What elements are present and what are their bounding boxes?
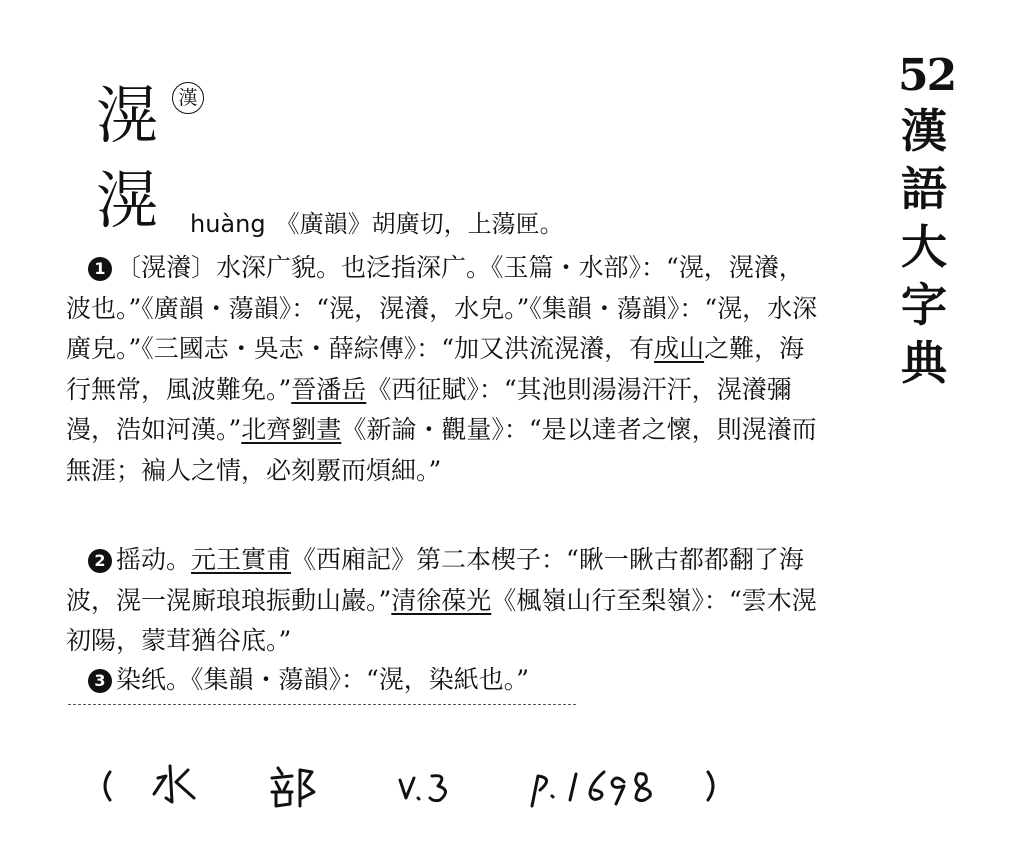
char-v-stroke [400, 778, 414, 798]
char-3-stroke [430, 776, 446, 801]
sense-text: 《楓嶺山行至梨嶺》：“雲木滉初陽，蒙茸猶谷底。” [66, 585, 817, 655]
book-title-char: 漢 [901, 104, 947, 158]
circled-han-mark: 漢 [172, 82, 204, 114]
book-title-char: 大 [901, 220, 947, 274]
page-number: 52 [898, 50, 956, 101]
book-title-char: 字 [901, 278, 947, 332]
author-name: 北齊劉晝 [241, 415, 342, 444]
author-name: 晉潘岳 [291, 374, 367, 404]
char-8-stroke [636, 774, 651, 801]
handwritten-annotation [96, 762, 736, 812]
author-name: 元王實甫 [191, 545, 292, 574]
sense-text: 之難，海行無常，風波難免。” [66, 334, 805, 404]
char-1-stroke [570, 774, 576, 800]
sense-text: 染纸。《集韻・蕩韻》：“滉，染紙也。” [116, 665, 530, 694]
char-shui-stroke [166, 766, 172, 802]
handwritten-annotation-drawing [96, 762, 736, 812]
book-title-char: 語 [901, 162, 947, 216]
sense-text: 《西征賦》：“其池則湯湯汗汗，滉瀁彌漫，浩如河漢。” [66, 374, 792, 444]
book-title-char: 典 [901, 336, 947, 390]
sense-3 [66, 660, 818, 704]
headword-simplified: 滉 [96, 79, 159, 152]
char-9-stroke [612, 778, 624, 804]
pronunciation-line [190, 204, 564, 239]
sense-number-2: 2 [88, 549, 112, 573]
paren-right-stroke [708, 772, 713, 800]
char-dot-stroke [418, 798, 419, 799]
headword-traditional: 滉 [96, 164, 159, 237]
sense-text: 《西廂記》第二本楔子：“瞅一瞅古都都翻了海波，滉一滉廝琅琅振動山巖。” [66, 545, 804, 615]
sense-text: 摇动。 [116, 545, 192, 574]
book-title [896, 102, 952, 392]
sense-number-3: 3 [88, 669, 112, 693]
char-bu-stroke [272, 768, 292, 806]
char-dot-stroke [552, 796, 553, 797]
char-shui-stroke [176, 770, 194, 798]
place-name: 成山 [654, 334, 705, 363]
author-name: 清徐葆光 [391, 585, 492, 615]
char-p-stroke [532, 776, 547, 806]
char-bu-stroke [300, 770, 314, 806]
pinyin: huàng [190, 210, 266, 238]
sense-text: 《新論・觀量》：“是以達者之懷，則滉瀁而無涯；褊人之情，必刻覈而煩細。” [66, 415, 817, 485]
paren-left-stroke [105, 772, 110, 800]
char-6-stroke [590, 772, 604, 799]
sense-2 [66, 540, 818, 662]
char-shui-stroke [154, 776, 166, 794]
sense-text: 〔滉瀁〕水深广貌。也泛指深广。《玉篇・水部》：“滉，滉瀁，波也。”《廣韻・蕩韻》：“滉，滉瀁，水皃。”《集韻・蕩韻》：“滉，水深廣皃。”《三國志・吳志・薛綜傳》：“加又洪流滉瀁，有 [66, 253, 818, 363]
fanqie-source: 《廣韻》胡廣切，上蕩匣。 [275, 210, 564, 238]
divider-rule [68, 704, 576, 705]
sense-1 [66, 248, 818, 543]
sense-number-1: 1 [88, 257, 112, 281]
